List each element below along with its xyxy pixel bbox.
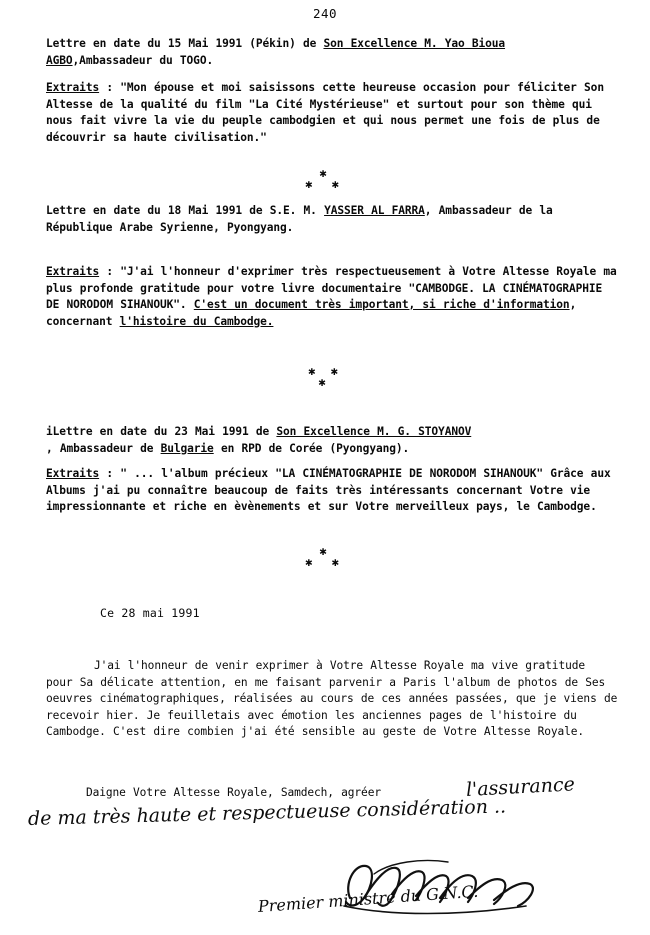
letter-3-heading-text-2: , Ambassadeur de <box>46 441 161 455</box>
letter-1-heading-underlined-2: AGBO <box>46 53 73 67</box>
separator-row-2: ✱ ✱ <box>305 177 345 191</box>
letter-1-heading <box>46 36 618 69</box>
separator-row-2: ✱ ✱ <box>305 555 345 569</box>
letter-2-extract-underlined-1: C'est un document très important, si riche d'information <box>193 298 570 311</box>
section-separator-2 <box>0 366 650 388</box>
separator-row-1: ✱ <box>319 166 331 180</box>
letter-2-heading-text-2: , Ambassadeur de la République Arabe Syrienne, Pyongyang. <box>46 204 560 234</box>
letter-1-heading-text-2: ,Ambassadeur du TOGO. <box>72 53 214 67</box>
section-separator-1 <box>0 168 650 190</box>
letter-2-extract-text-1: : "J'ai l'honneur d'exprimer très respectueusement à Votre Altesse Royale ma plus profonde gratitude pour votre livre documentaire "CAMBODGE. LA CINÉMATOGRAPHIE DE NORODOM SIHANOUK". <box>46 265 624 311</box>
handwritten-closing-line-2: de ma très haute et respectueuse considération .. <box>27 795 507 830</box>
letter-3-heading-underlined-2: Bulgarie <box>160 441 214 455</box>
separator-row-1: ✱ ✱ <box>308 364 342 378</box>
letter-1-extract-text: : "Mon épouse et moi saisissons cette heureuse occasion pour féliciter Son Altesse de la qualité du film "La Cité Mystérieuse" et surtout pour son thème qui nous fait vivre la vie du peuple cambodgien et qui nous permet une fois de plus de découvrir sa haute civilisation." <box>46 81 612 144</box>
letter-2-heading-text-1: Lettre en date du 18 Mai 1991 de S.E. M. <box>46 204 325 217</box>
handwritten-closing-line-1: l'assurance <box>465 773 576 801</box>
letter-2-extract-underlined-2: l'histoire du Cambodge. <box>119 314 274 328</box>
letter-2-extract-label: Extraits <box>46 265 100 278</box>
letter-3-heading-text-1: iLettre en date du 23 Mai 1991 de <box>46 425 277 438</box>
letter-3-heading-text-3: en RPD de Corée (Pyongyang). <box>213 441 410 455</box>
section-separator-3 <box>0 546 650 568</box>
letter-3-extract <box>46 466 618 516</box>
separator-row-1: ✱ <box>319 544 331 558</box>
letter-2-extract <box>46 264 624 330</box>
letter-3-extract-label: Extraits <box>46 467 100 480</box>
letter-3-extract-text: : " ... l'album précieux "LA CINÉMATOGRAPHIE DE NORODOM SIHANOUK" Grâce aux Albums j'ai pu connaître beaucoup de faits très intéressants concernant Votre vie impressionnante et riche en èvènements et sur Votre merveilleux pays, le Cambodge. <box>46 467 618 513</box>
separator-row-2: ✱ <box>318 375 332 389</box>
letter-3-heading <box>46 424 618 457</box>
letter-1-heading-text-1: Lettre en date du 15 Mai 1991 (Pékin) de <box>46 37 324 50</box>
letter-1-extract <box>46 80 618 146</box>
letter-1-heading-underlined: Son Excellence M. Yao Bioua <box>323 37 506 50</box>
letter-2-heading-underlined: YASSER AL FARRA <box>324 204 425 217</box>
final-letter-closing-typed: Daigne Votre Altesse Royale, Samdech, agréer <box>86 786 381 799</box>
final-letter-body: J'ai l'honneur de venir exprimer à Votre Altesse Royale ma vive gratitude pour Sa délicate attention, en me faisant parvenir a Paris l'album de photos de Ses oeuvres cinématographiques, réalisées au cours de ces années passées, que je viens de recevoir hier. Je feuilletais avec émotion les anciennes pages de l'histoire du Cambodge. C'est dire combien j'ai été sensible au geste de Votre Altesse Royale. <box>46 659 625 738</box>
page-number: 240 <box>312 6 338 21</box>
letter-2-extract-text-2: , concernant <box>46 298 584 328</box>
final-letter-date: Ce 28 mai 1991 <box>100 606 200 620</box>
letter-3-heading-underlined: Son Excellence M. G. STOYANOV <box>276 425 472 438</box>
letter-2-heading <box>46 203 618 236</box>
letter-1-extract-label: Extraits <box>46 81 100 94</box>
signature-title: Premier ministre du G.N.C. <box>257 881 479 916</box>
